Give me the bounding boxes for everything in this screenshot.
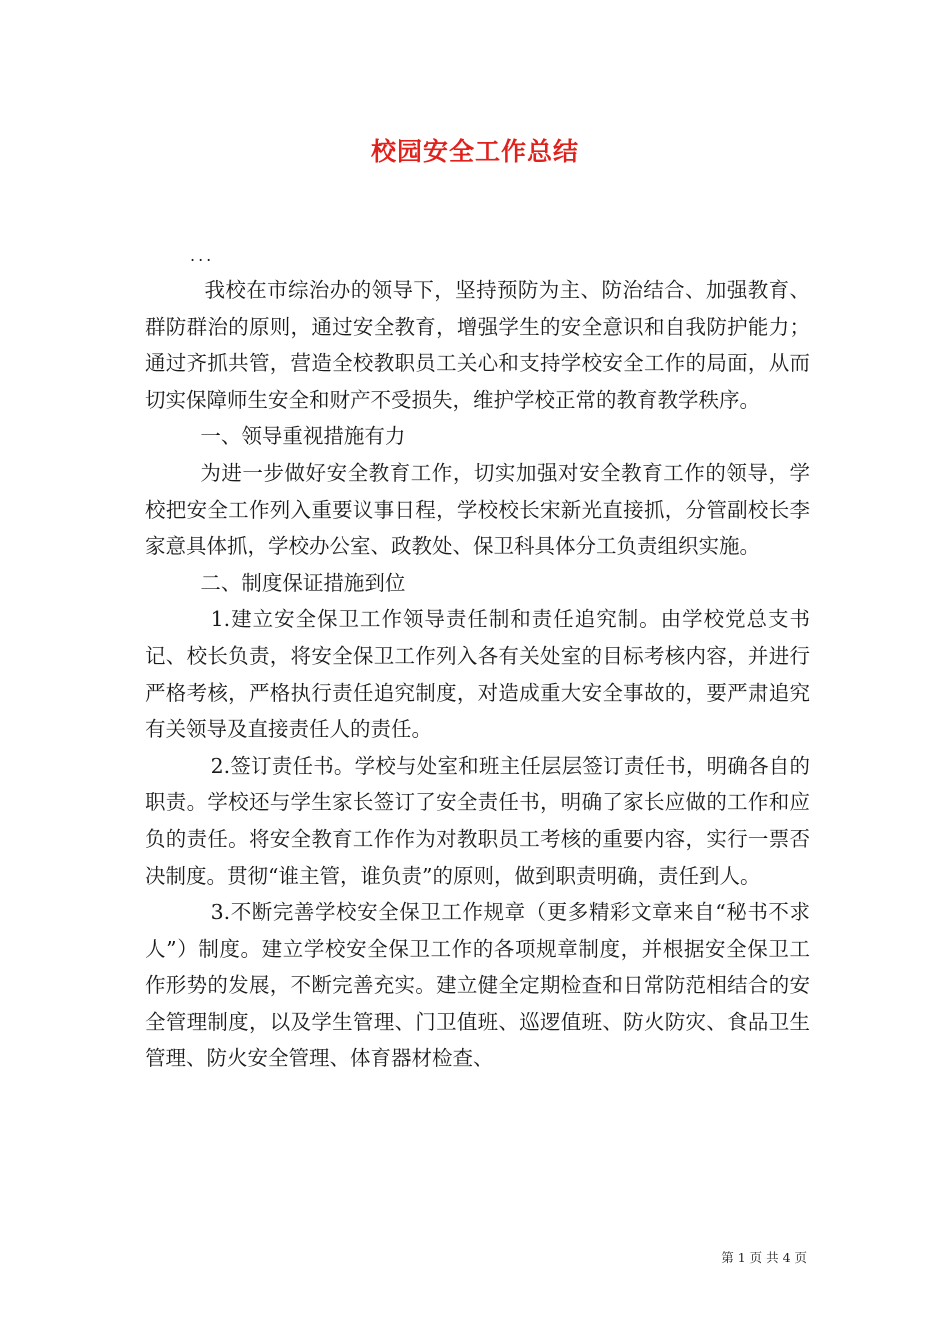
section-heading-2: 二、制度保证措施到位 [200,570,406,595]
intro-paragraph: 我校在市综治办的领导下，坚持预防为主、防治结合、加强教育、群防群治的原则，通过安全教育，增强学生的安全意识和自我防护能力；通过齐抓共管，营造全校教职员工关心和支持学校安全工作的局面，从而切实保障师生安全和财产不受损失，维护学校正常的教育教学秩序。 [145,278,810,412]
section-heading-1: 一、领导重视措施有力 [200,424,406,449]
document-body [145,272,810,1077]
item-2-paragraph: 2.签订责任书。学校与处室和班主任层层签订责任书，明确各自的职责。学校还与学生家长签订了安全责任书，明确了家长应做的工作和应负的责任。将安全教育工作作为对教职员工考核的重要内容，实行一票否决制度。贯彻“谁主管，谁负责”的原则，做到职责明确，责任到人。 [145,753,810,888]
item-1-paragraph: 1.建立安全保卫工作领导责任制和责任追究制。由学校党总支书记、校长负责，将安全保卫工作列入各有关处室的目标考核内容，并进行严格考核，严格执行责任追究制度，对造成重大安全事故的，要严肃追究有关领导及直接责任人的责任。 [145,607,810,742]
document-title: 校园安全工作总结 [370,137,579,166]
ellipsis-mark: ... [190,246,215,265]
section-1-paragraph: 为进一步做好安全教育工作，切实加强对安全教育工作的领导，学校把安全工作列入重要议事日程，学校校长宋新光直接抓，分管副校长李家意具体抓，学校办公室、政教处、保卫科具体分工负责组织实施。 [145,460,810,559]
page-number-footer: 第 1 页 共 4 页 [721,1250,807,1265]
item-3-paragraph: 3.不断完善学校安全保卫工作规章（更多精彩文章来自“秘书不求人”）制度。建立学校安全保卫工作的各项规章制度，并根据安全保卫工作形势的发展，不断完善充实。建立健全定期检查和日常防范相结合的安全管理制度，以及学生管理、门卫值班、巡逻值班、防火防灾、食品卫生管理、防火安全管理、体育器材检查、 [145,900,810,1071]
